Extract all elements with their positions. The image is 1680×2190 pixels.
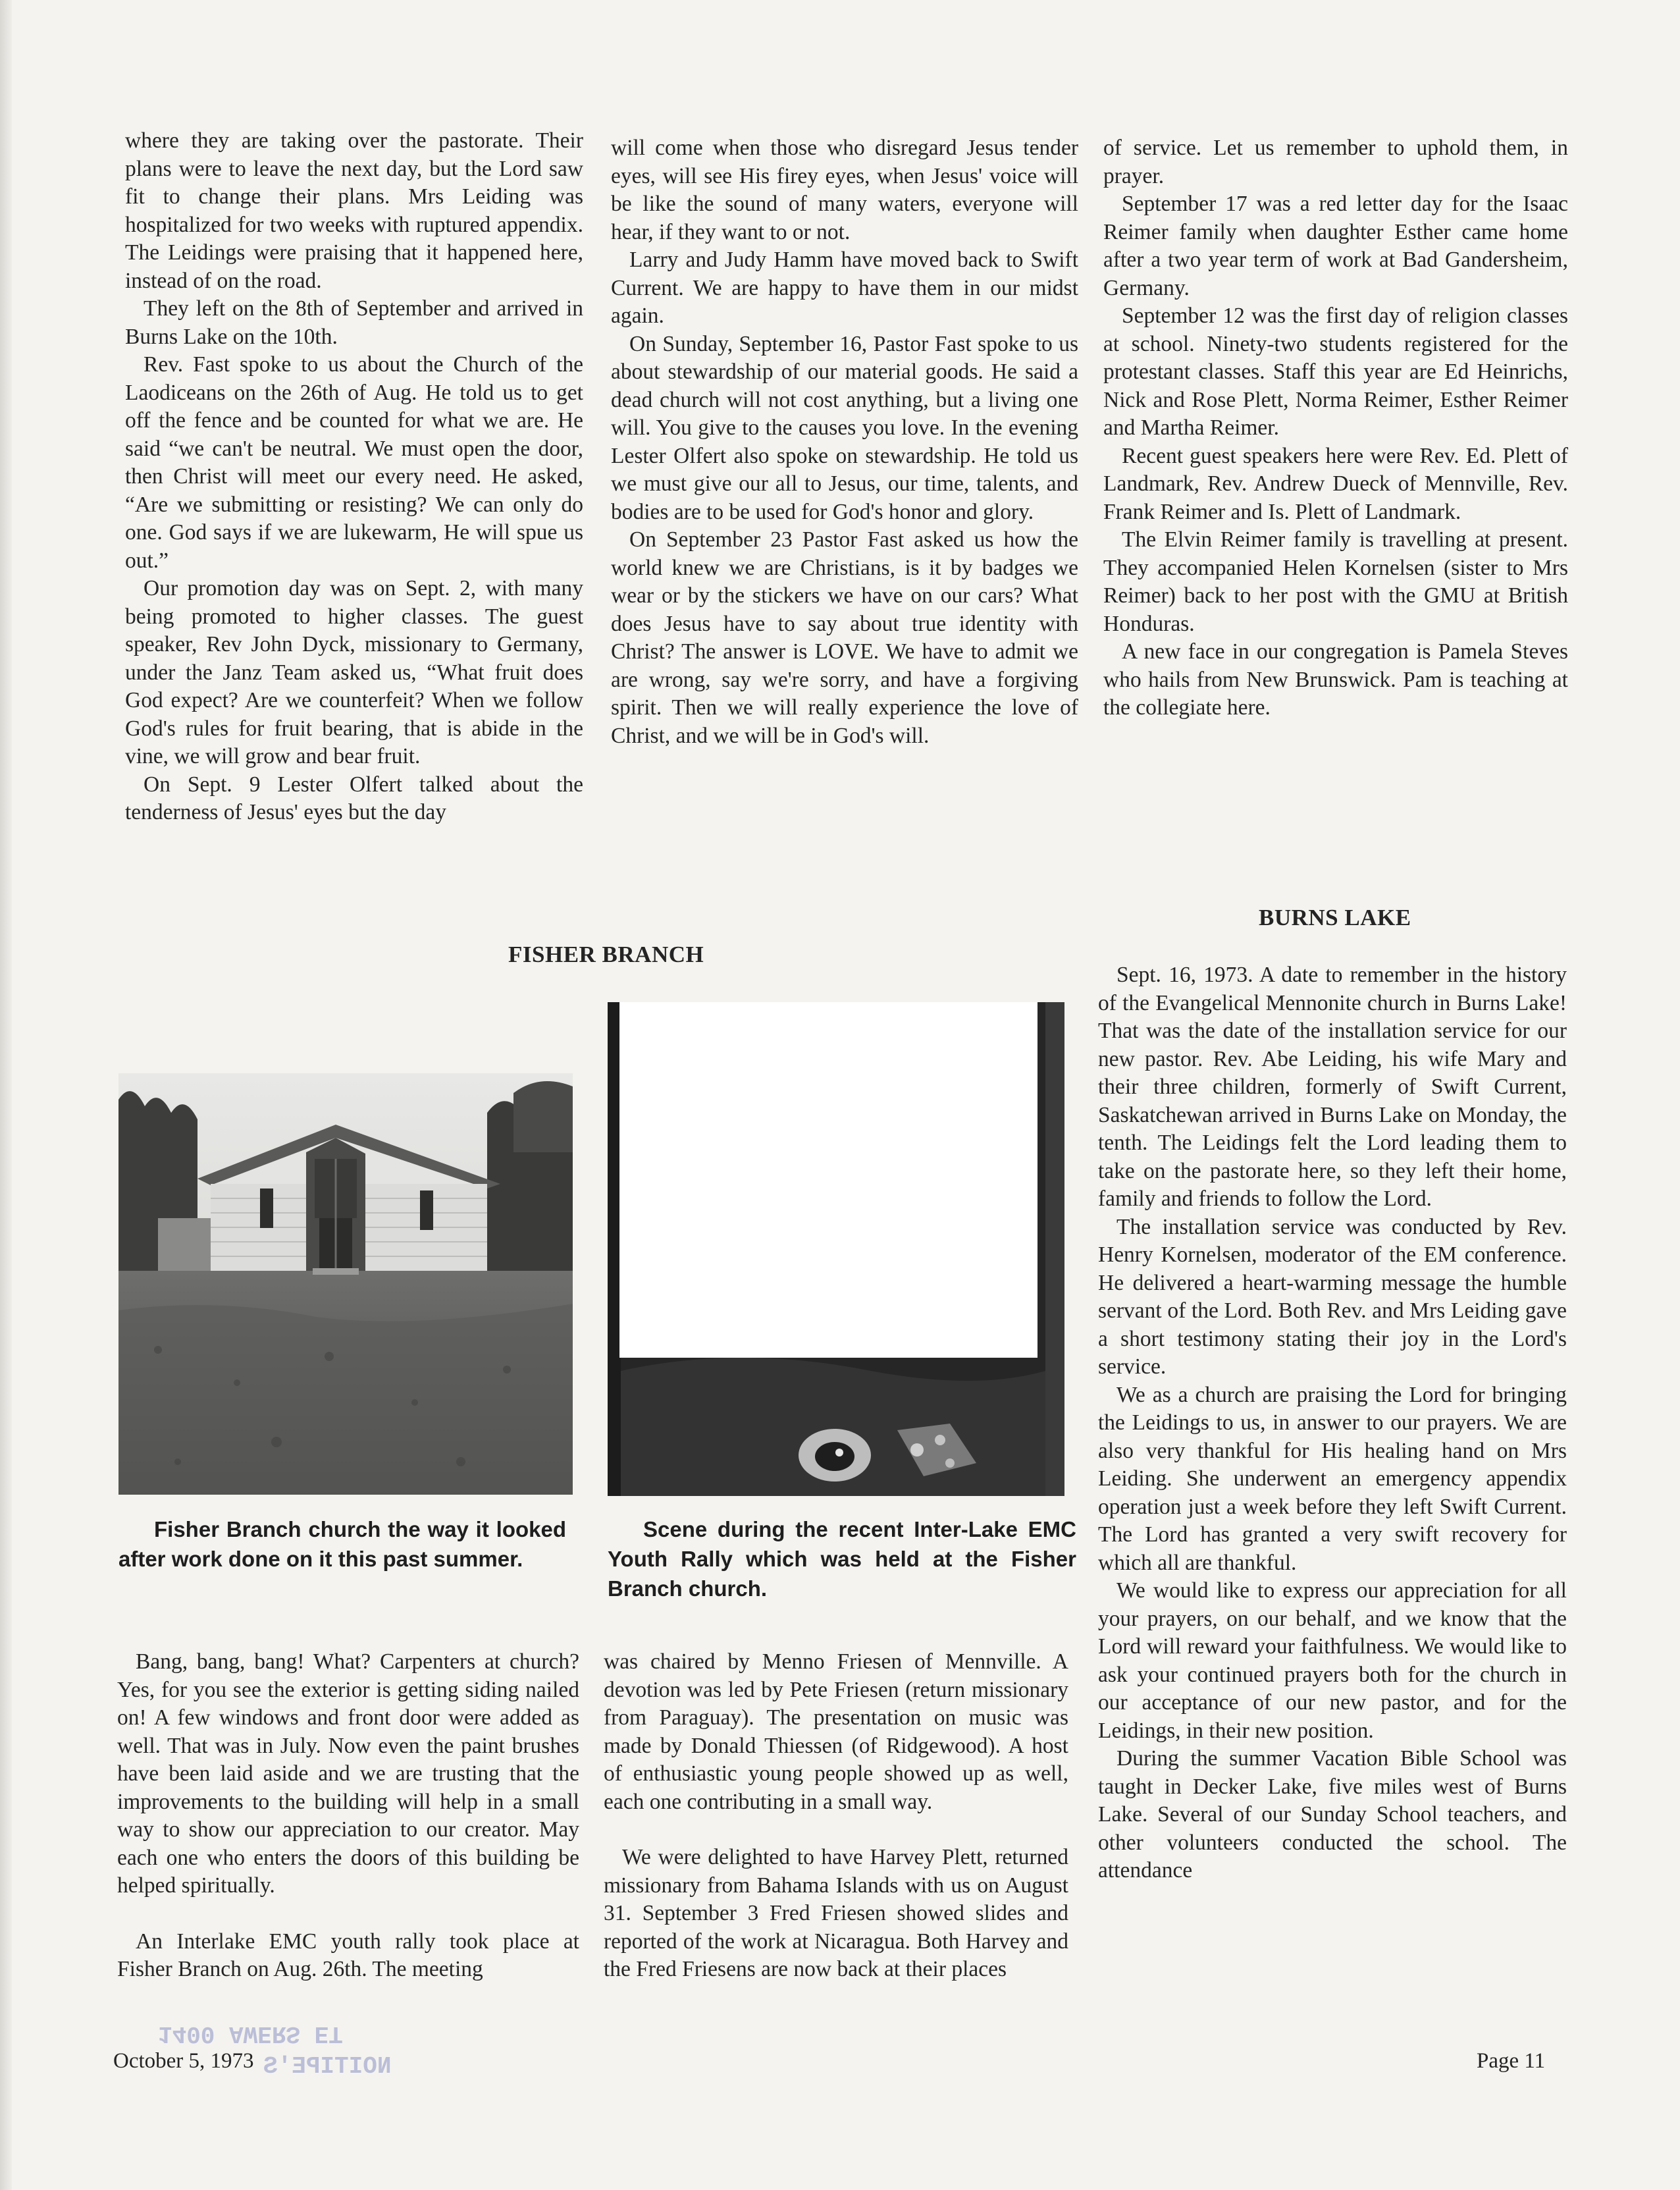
paragraph: Rev. Fast spoke to us about the Church of the Laodiceans on the 26th of Aug. He told us to get off the fence and be counted for what we are. He said “we can't be neutral. We must open the door, then Christ will meet our every need. He asked, “Are we submitting or resisting? We can only do one. God says if we are lukewarm, He will spue us out.” [125,352,583,573]
paragraph: of service. Let us remember to uphold them, in prayer. [1103,136,1568,188]
paragraph: where they are taking over the pastorate. Their plans were to leave the next day, but the Lord saw fit to change their plans. Mrs Leiding was hospitalized for two weeks with ruptured appendix. The Leidings were praising that it happened here, instead of on the road. [125,128,583,293]
paragraph: An Interlake EMC youth rally took place at Fisher Branch on Aug. 26th. The meeting [117,1929,579,1981]
archive-stamp-line-1: 1400 AWERS ET [158,2020,343,2047]
paragraph: September 17 was a red letter day for the Isaac Reimer family when daughter Esther came home after a two year term of work at Bad Gandersheim, Germany. [1103,192,1568,300]
youth-rally-photo-drawing [608,1002,1064,1496]
fisher-branch-article-part-1 [117,1648,579,1984]
church-photo-drawing [118,1073,573,1495]
paragraph: The Elvin Reimer family is travelling at present. They accompanied Helen Kornelsen (sister to Mrs Reimer) back to her post with the GMU at British Honduras. [1103,527,1568,636]
paragraph: We would like to express our appreciation for all your prayers, on our behalf, and we know that the Lord will reward your faithfulness. We would like to ask your continued prayers both for the church in our acceptance of our new pastor, and for the Leidings, in their new position. [1098,1578,1567,1743]
column-1-continued-article [125,127,583,827]
paragraph: September 12 was the first day of religion classes at school. Ninety-two students registered for the protestant classes. Staff this year are Ed Heinrichs, Nick and Rose Plett, Norma Reimer, Esther Reimer and Martha Reimer. [1103,304,1568,440]
paragraph: On September 23 Pastor Fast asked us how the world knew we are Christians, is it by badges we wear or by the stickers we have on our cars? What does Jesus have to say about true identity with Christ? The answer is LOVE. We have to admit we are wrong, say we're sorry, and have a forgiving spirit. Then we will really experience the love of Christ, and we will be in God's will. [611,527,1078,748]
paragraph: was chaired by Menno Friesen of Mennville. A devotion was led by Pete Friesen (return missionary from Paraguay). The presentation on music was made by Donald Thiessen (of Ridgewood). A host of enthusiastic young people showed up as well, each one contributing in a small way. [604,1649,1068,1814]
fisher-branch-heading: FISHER BRANCH [508,942,704,967]
fisher-branch-article-part-2 [604,1648,1068,1984]
church-photo-caption: Fisher Branch church the way it looked after work done on it this past summer. [118,1517,566,1571]
paragraph: Sept. 16, 1973. A date to remember in the history of the Evangelical Mennonite church in Burns Lake! That was the date of the installation service for our new pastor. Rev. Abe Leiding, his wife Mary and their three children, formerly of Swift Current, Saskatchewan arrived in Burns Lake on Monday, the tenth. The Leidings felt the Lord leading them to take on the pastorate here, so they left their home, family and friends to follow the Lord. [1098,963,1567,1211]
paragraph: Bang, bang, bang! What? Carpenters at church? Yes, for you see the exterior is getting siding nailed on! A few windows and front door were added as well. That was in July. Now even the paint brushes have been laid aside and we are trusting that the improvements to the building will help in a small way to show our appreciation to our creator. May each one who enters the doors of this building be helped spiritually. [117,1649,579,1898]
binding-edge [0,0,12,2190]
church-photo [118,1073,573,1495]
burns-lake-article [1098,961,1567,1885]
column-3-continued-article [1103,134,1568,722]
column-2-continued-article [611,134,1078,750]
burns-lake-heading: BURNS LAKE [1259,905,1411,930]
paragraph: During the summer Vacation Bible School was taught in Decker Lake, five miles west of Burns Lake. Several of our Sunday School teachers, and other volunteers conducted the school. The attendance [1098,1746,1567,1883]
youth-rally-photo [608,1002,1064,1496]
paragraph: A new face in our congregation is Pamela Steves who hails from New Brunswick. Pam is teaching at the collegiate here. [1103,639,1568,720]
paragraph: Our promotion day was on Sept. 2, with many being promoted to higher classes. The guest speaker, Rev John Dyck, missionary to Germany, under the Janz Team asked us, “What fruit does God expect? Are we counterfeit? When we follow God's rules for fruit bearing, that is abide in the vine, we will grow and bear fruit. [125,576,583,768]
paragraph: Larry and Judy Hamm have moved back to Swift Current. We are happy to have them in our midst again. [611,248,1078,328]
paragraph: On Sept. 9 Lester Olfert talked about the tenderness of Jesus' eyes but the day [125,772,583,824]
paragraph: They left on the 8th of September and arrived in Burns Lake on the 10th. [125,296,583,349]
paragraph: We were delighted to have Harvey Plett, returned missionary from Bahama Islands with us on August 31. September 3 Fred Friesen showed slides and reported of the work at Nicaragua. Both Harvey and the Fred Friesens are now back at their places [604,1845,1068,1981]
issue-date: October 5, 1973 [113,2049,254,2073]
paragraph: The installation service was conducted by Rev. Henry Kornelsen, moderator of the EM conference. He delivered a heart-warming message the humble servant of the Lord. Both Rev. and Mrs Leiding gave a short testimony stating their joy in the Lord's service. [1098,1214,1567,1379]
paragraph: Recent guest speakers here were Rev. Ed. Plett of Landmark, Rev. Andrew Dueck of Mennville, Rev. Frank Reimer and Is. Plett of Landmark. [1103,443,1568,524]
archive-stamp-line-2: NOITIPE'S [263,2053,392,2080]
page-number: Page 11 [1477,2049,1546,2073]
paragraph: We as a church are praising the Lord for bringing the Leidings to us, in answer to our prayers. We are also very thankful for His healing hand on Mrs Leiding. She underwent an emergency appendix operation just a week before they left Swift Current. The Lord has granted a very swift recovery for which all are thankful. [1098,1382,1567,1575]
paragraph: On Sunday, September 16, Pastor Fast spoke to us about stewardship of our material goods. He said a dead church will not cost anything, but a living one will. You give to the causes you love. In the evening Lester Olfert also spoke on stewardship. He told us we must give our all to Jesus, our time, talents, and bodies are to be used for God's honor and glory. [611,331,1078,524]
youth-rally-caption: Scene during the recent Inter-Lake EMC Youth Rally which was held at the Fisher Branch church. [608,1517,1076,1601]
paragraph: will come when those who disregard Jesus tender eyes, will see His firey eyes, when Jesus' voice will be like the sound of many waters, everyone will hear, if they want to or not. [611,136,1078,244]
